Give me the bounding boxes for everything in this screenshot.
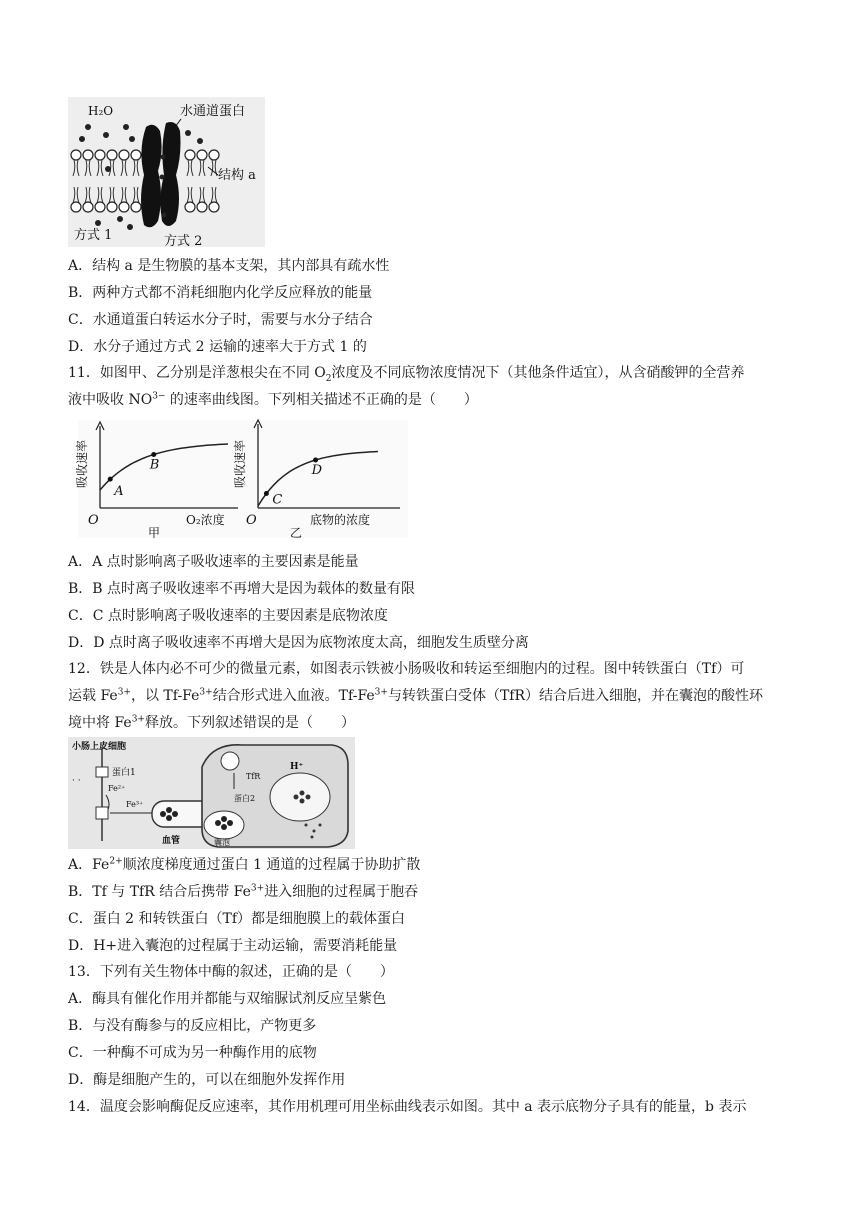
yi-xlabel: 底物的浓度: [310, 513, 371, 527]
method1-label: 方式 1: [74, 228, 113, 243]
protein2-label: 蛋白2: [234, 794, 256, 803]
tfr-label: TfR: [246, 772, 261, 781]
q12-stem-line1: 12．铁是人体内必不可少的微量元素，如图表示铁被小肠吸收和转运至细胞内的过程。图中转铁蛋白（Tf）可: [68, 661, 745, 677]
protein-label: 水通道蛋白: [180, 104, 246, 119]
point-c-label: C: [272, 492, 283, 508]
jia-origin: O: [88, 513, 99, 528]
membrane-diagram: [68, 97, 265, 247]
tf-complex: [221, 752, 239, 770]
q11-option-a: A．A 点时影响离子吸收速率的主要因素是能量: [68, 554, 359, 570]
q11-charts: [75, 420, 408, 540]
q12-option-a: A．$Fe^{2+}$顺浓度梯度通过蛋白 1 通道的过程属于协助扩散: [68, 856, 421, 873]
q13-option-d: D．酶是细胞产生的，可以在细胞外发挥作用: [68, 1072, 346, 1088]
q12-option-d: D．H+进入囊泡的过程属于主动运输，需要消耗能量: [68, 938, 398, 954]
q12-stem-line3: 境中将 $Fe^{3+}$释放。下列叙述错误的是（ ）: [68, 714, 355, 731]
q10-option-a: A．结构 a 是生物膜的基本支架，其内部具有疏水性: [68, 258, 390, 274]
method2-label: 方式 2: [164, 234, 203, 249]
rate-charts-svg: [75, 420, 408, 540]
jia-xlabel: O₂浓度: [186, 513, 225, 527]
q10-option-c: C．水通道蛋白转运水分子时，需要与水分子结合: [68, 312, 373, 328]
jia-title: 甲: [148, 526, 161, 540]
point-b: [151, 452, 156, 457]
vesicle-label: 囊泡: [214, 838, 230, 847]
yi-ylabel: 吸收速率: [233, 439, 247, 488]
membrane-figure: [68, 97, 265, 247]
q11-option-d: D．D 点时离子吸收速率不再增大是因为底物浓度太高，细胞发生质壁分离: [68, 635, 529, 651]
q12-stem-line2: 运载 $Fe^{3+}$，以 $Tf-Fe^{3+}$结合形式进入血液。$Tf-Fe^{3+}$与转铁蛋白受体（TfR）结合后进入细胞，并在囊泡的酸性环: [68, 687, 764, 704]
q12-option-b: B．Tf 与 TfR 结合后携带 $Fe^{3+}$进入细胞的过程属于胞吞: [68, 883, 419, 900]
iron-transport-figure: [68, 737, 355, 849]
protein1-shape: [96, 767, 108, 777]
q11-option-c: C．C 点时影响离子吸收速率的主要因素是底物浓度: [68, 608, 388, 624]
chart-jia: [74, 422, 238, 540]
fe2-label: Fe²⁺: [108, 784, 126, 793]
fe3-label: Fe³⁺: [126, 800, 144, 809]
chart-yi: [232, 420, 400, 540]
jia-curve: [100, 444, 228, 490]
q10-option-d: D．水分子通过方式 2 运输的速率大于方式 1 的: [68, 339, 367, 355]
cell-label: 小肠上皮细胞: [72, 742, 127, 752]
q11-stem-line1: 11．如图甲、乙分别是洋葱根尖在不同 $O_2$浓度及不同底物浓度情况下（其他条件适宜），从含硝酸钾的全营养: [68, 365, 745, 384]
q11-stem-line2: 液中吸收 $NO^{3-}$ 的速率曲线图。下列相关描述不正确的是（ ）: [68, 391, 478, 408]
point-a-label: A: [114, 484, 124, 500]
q13-option-b: B．与没有酶参与的反应相比，产物更多: [68, 1018, 317, 1034]
point-d: [313, 457, 318, 462]
yi-title: 乙: [290, 526, 303, 540]
exporter-shape: [96, 807, 108, 819]
structure-label: 结构 a: [218, 168, 256, 183]
h2o-label: H₂O: [88, 104, 114, 118]
q10-option-b: B．两种方式都不消耗细胞内化学反应释放的能量: [68, 285, 373, 301]
vesicle-large: [270, 773, 330, 821]
fe2-dots: · ·: [72, 776, 81, 786]
jia-ylabel: 吸收速率: [75, 439, 89, 488]
point-c: [264, 491, 269, 496]
q12-option-c: C．蛋白 2 和转铁蛋白（Tf）都是细胞膜上的载体蛋白: [68, 911, 406, 927]
q13-stem: 13．下列有关生物体中酶的叙述，正确的是（ ）: [68, 964, 394, 980]
point-d-label: D: [311, 462, 323, 478]
yi-origin: O: [246, 513, 257, 528]
h-label: H⁺: [290, 762, 304, 772]
q13-option-c: C．一种酶不可成为另一种酶作用的底物: [68, 1045, 317, 1061]
q14-stem: 14．温度会影响酶促反应速率，其作用机理可用坐标曲线表示如图。其中 a 表示底物分子具有的能量，b 表示: [68, 1099, 747, 1115]
point-a: [108, 477, 113, 482]
q11-option-b: B．B 点时离子吸收速率不再增大是因为载体的数量有限: [68, 581, 416, 597]
water-channel-protein: [141, 125, 162, 228]
iron-transport-diagram: [68, 737, 355, 849]
protein1-label: 蛋白1: [112, 768, 136, 778]
q13-option-a: A．酶具有催化作用并都能与双缩脲试剂反应呈紫色: [68, 991, 387, 1007]
point-b-label: B: [149, 457, 160, 473]
vessel-label: 血管: [162, 836, 181, 846]
